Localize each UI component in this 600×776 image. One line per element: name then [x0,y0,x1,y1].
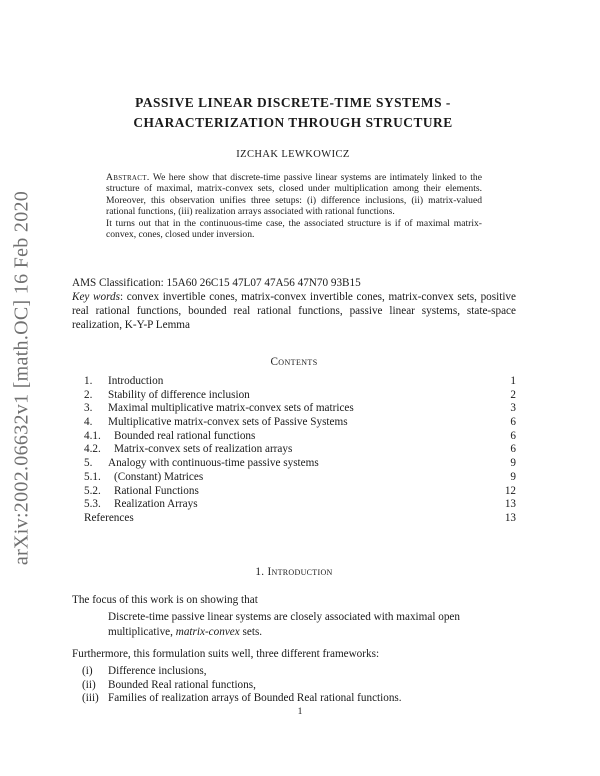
toc-page: 9 [510,457,516,470]
toc-page: 13 [504,511,516,524]
toc-entry[interactable] [84,485,516,499]
quoted-statement [108,610,488,640]
toc-page: 3 [510,402,516,415]
toc-page: 12 [504,484,516,497]
toc-title: Rational Functions [114,484,199,497]
toc-title: Maximal multiplicative matrix-convex sets of matrices [108,402,354,415]
list-item-number: (iii) [82,692,99,705]
quote-text: Discrete-time passive linear systems are closely associated with maximal open multiplicative, [108,611,460,638]
list-item [82,665,512,679]
toc-number: 3. [84,402,93,415]
toc-number: 1. [84,375,93,387]
toc-title: References [84,511,134,524]
toc-number: 4.1. [84,429,101,442]
body-paragraph-2: Furthermore, this formulation suits well, three different frameworks: [72,648,380,660]
toc-title: Introduction [108,375,164,387]
abstract-text: We here show that discrete-time passive linear systems are intimately linked to the structure of maximal, matrix-convex sets, closed under multiplication among their elements. Moreover, this observation unifies three setups: (i) difference inclusions, (ii) matrix-valued rational functions, (iii) realization arrays associated with rational functions. [106,172,482,218]
toc-number: 4. [84,416,93,429]
classification-block [72,276,516,332]
frameworks-list [82,665,512,706]
toc-page: 1 [510,375,516,387]
list-item-number: (ii) [82,678,96,691]
list-item-text: Families of realization arrays of Bounded Real rational functions. [108,692,402,705]
list-item [82,692,512,706]
list-item-number: (i) [82,665,93,677]
toc-entry[interactable] [84,389,516,403]
toc-title: Analogy with continuous-time passive systems [108,457,319,470]
toc-page: 6 [510,443,516,456]
author: IZCHAK LEWKOWICZ [236,149,350,160]
toc-title: Stability of difference inclusion [108,388,250,401]
toc-number: 5. [84,457,93,470]
arxiv-stamp-text: arXiv:2002.06632v1 [math.OC] 16 Feb 2020 [10,190,33,566]
table-of-contents [84,375,516,526]
keywords-label: Key words [72,291,120,303]
toc-page: 2 [510,388,516,401]
toc-entry[interactable] [84,471,516,485]
keywords: : convex invertible cones, matrix-convex invertible cones, matrix-convex sets, positive real rational functions, bounded real rational functions, passive linear systems, state-space realization, K-Y-P Lemma [72,291,516,331]
toc-entry[interactable] [84,443,516,457]
page-number: 1 [297,706,303,717]
toc-entry[interactable] [84,430,516,444]
toc-number: 2. [84,388,93,401]
abstract [106,172,482,240]
arxiv-stamp [2,168,42,588]
abstract-label: Abstract. [106,172,150,183]
toc-title: Multiplicative matrix-convex sets of Passive Systems [108,416,348,429]
toc-entry[interactable] [84,498,516,512]
toc-page: 6 [510,429,516,442]
list-item-text: Difference inclusions, [108,665,207,677]
paper-title-line-2: CHARACTERIZATION THROUGH STRUCTURE [133,115,453,130]
quote-text-end: sets. [239,626,263,638]
toc-page: 9 [510,470,516,483]
toc-entry[interactable] [84,512,516,526]
body-paragraph: The focus of this work is on showing that [72,594,258,606]
toc-title: (Constant) Matrices [114,470,204,483]
toc-number: 5.3. [84,498,101,511]
toc-number: 5.1. [84,470,101,483]
quote-emphasis: matrix-convex [175,626,240,638]
paper-title-line-1: PASSIVE LINEAR DISCRETE-TIME SYSTEMS - [135,95,451,110]
contents-title: Contents [270,356,318,368]
ams-classification: AMS Classification: 15A60 26C15 47L07 47A56 47N70 93B15 [72,277,361,289]
toc-title: Matrix-convex sets of realization arrays [114,443,293,456]
list-item-text: Bounded Real rational functions, [108,678,256,691]
toc-entry[interactable] [84,402,516,416]
toc-number: 4.2. [84,443,101,456]
toc-page: 6 [510,416,516,429]
toc-entry[interactable] [84,457,516,471]
toc-number: 5.2. [84,484,101,497]
section-heading [72,566,516,578]
toc-title: Realization Arrays [114,498,198,511]
toc-title: Bounded real rational functions [114,429,256,442]
section-title: 1. Introduction [255,566,333,578]
list-item [82,679,512,693]
abstract-text-2: It turns out that in the continuous-time case, the associated structure is if of maximal matrix-convex, cones, closed under inversion. [106,217,482,241]
toc-entry[interactable] [84,416,516,430]
toc-entry[interactable] [84,375,516,389]
toc-page: 13 [504,498,516,511]
